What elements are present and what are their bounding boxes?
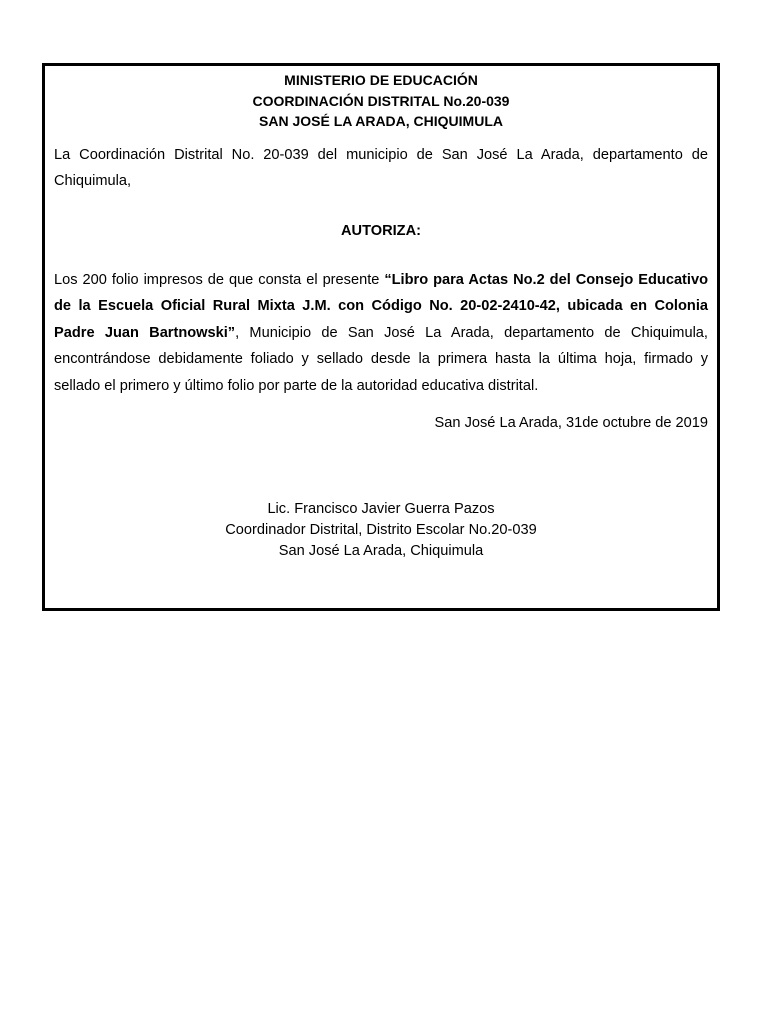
document-header — [54, 70, 708, 132]
book-title: “Libro para Actas No.2 del Consejo Educativo de la Escuela Oficial Rural Mixta J.M. con Código No. 20-02-2410-42, ubicada en Colonia Padre Juan Bartnowski” — [54, 271, 709, 341]
signer-location: San José La Arada, Chiquimula — [278, 543, 484, 559]
signer-title: Coordinador Distrital, Distrito Escolar No.20-039 — [225, 522, 537, 538]
signature-block — [54, 499, 708, 562]
autoriza-heading: AUTORIZA: — [341, 222, 421, 239]
body-text-end: , Municipio de San José La Arada, departamento de Chiquimula, encontrándose debidamente foliado y sellado desde la primera hasta la última hoja, firmado y sellado el primero y último folio por parte de la autoridad educativa distrital. — [54, 324, 708, 394]
document-frame — [42, 63, 720, 611]
intro-paragraph: La Coordinación Distrital No. 20-039 del municipio de San José La Arada, departamento de Chiquimula, — [54, 146, 708, 189]
body-text-start: Los 200 folio impresos de que consta el presente — [54, 271, 385, 288]
body-paragraph — [54, 267, 708, 400]
header-coordination: COORDINACIÓN DISTRITAL No.20-039 — [252, 92, 510, 109]
header-location: SAN JOSÉ LA ARADA, CHIQUIMULA — [259, 113, 503, 129]
signer-name: Lic. Francisco Javier Guerra Pazos — [267, 501, 495, 517]
place-date: San José La Arada, 31de octubre de 2019 — [434, 415, 708, 431]
header-ministry: MINISTERIO DE EDUCACIÓN — [284, 72, 478, 88]
